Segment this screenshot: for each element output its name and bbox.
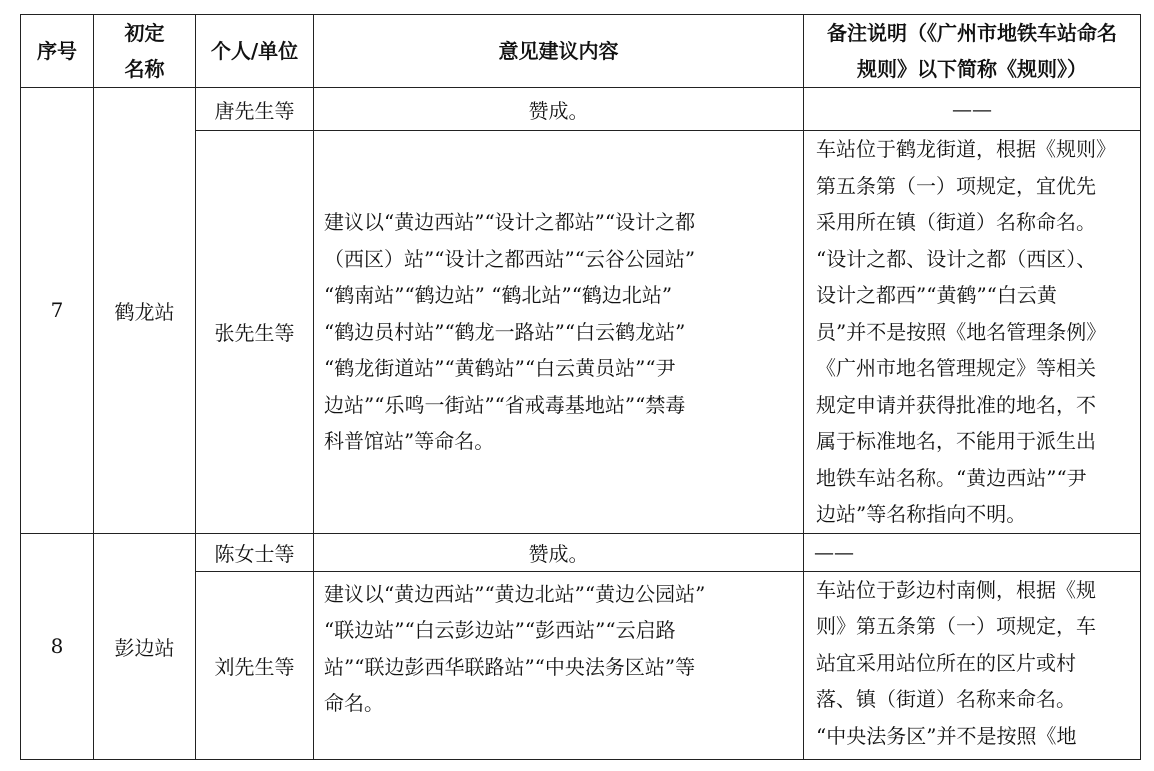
opinion-table <box>20 14 1141 760</box>
row-note <box>804 131 1141 534</box>
text-line: 科普馆站”等命名。 <box>324 429 495 453</box>
header-row <box>21 15 1141 88</box>
text-line: 地铁车站名称。“黄边西站”“尹 <box>816 465 1087 490</box>
header-opinion: 意见建议内容 <box>314 15 804 88</box>
row-person: 陈女士等 <box>196 533 314 571</box>
text-line: 规定申请并获得批准的地名，不 <box>816 392 1096 417</box>
text-line: 《广州市地名管理规定》等相关 <box>816 356 1096 380</box>
row-opinion <box>314 131 804 534</box>
text-line: 车站位于鹤龙街道，根据《规则》 <box>816 137 1116 161</box>
text-line: 员”并不是按照《地名管理条例》 <box>816 319 1107 344</box>
header-note <box>804 15 1141 88</box>
text-line: “鹤龙街道站”“黄鹤站”“白云黄员站”“尹 <box>324 356 676 380</box>
table-row <box>21 533 1141 571</box>
row-station-name: 鹤龙站 <box>94 88 196 534</box>
text-line: “联边站”“白云彭边站”“彭西站”“云启路 <box>324 618 676 642</box>
text-line: “鹤南站”“鹤边站” “鹤北站”“鹤边北站” <box>324 283 673 307</box>
text-line: “设计之都、设计之都（西区）、 <box>816 246 1097 271</box>
text-line: 车站位于彭边村南侧，根据《规 <box>816 577 1096 602</box>
text-line: 落、镇（街道）名称来命名。 <box>816 687 1076 711</box>
text-line: “鹤边员村站”“鹤龙一路站”“白云鹤龙站” <box>324 319 686 344</box>
text-line: 则》第五条第（一）项规定，车 <box>816 614 1096 638</box>
text-line: 站宜采用站位所在的区片或村 <box>816 650 1076 675</box>
row-opinion <box>314 571 804 759</box>
text-line: （西区）站”“设计之都西站”“云谷公园站” <box>324 246 696 271</box>
text-line: 建议以“黄边西站”“黄边北站”“黄边公园站” <box>324 581 706 606</box>
text-line: “中央法务区”并不是按照《地 <box>816 723 1077 748</box>
text-line: 命名。 <box>324 691 384 715</box>
header-note-line: 规则》以下简称《规则》） <box>857 57 1087 81</box>
table-row <box>21 88 1141 131</box>
row-note <box>804 571 1141 759</box>
header-no: 序号 <box>21 15 94 88</box>
text-line: 建议以“黄边西站”“设计之都站”“设计之都 <box>324 210 696 234</box>
text-line: 边站”等名称指向不明。 <box>816 502 1027 526</box>
text-line: 站”“联边彭西华联路站”“中央法务区站”等 <box>324 654 696 679</box>
row-station-name: 彭边站 <box>94 533 196 759</box>
header-name-line: 名称 <box>124 57 165 81</box>
header-name <box>94 15 196 88</box>
row-opinion: 赞成。 <box>314 533 804 571</box>
header-person: 个人/单位 <box>196 15 314 88</box>
row-no: 7 <box>21 88 94 534</box>
text-line: 设计之都西”“黄鹤”“白云黄 <box>816 283 1057 307</box>
header-note-line: 备注说明（《广州市地铁车站命名 <box>827 21 1117 45</box>
row-opinion: 赞成。 <box>314 88 804 131</box>
header-name-line: 初定 <box>124 21 165 45</box>
text-line: 属于标准地名，不能用于派生出 <box>816 429 1096 453</box>
row-note: —— <box>804 88 1141 131</box>
text-line: 采用所在镇（街道）名称命名。 <box>816 210 1096 234</box>
row-note: —— <box>804 533 1141 571</box>
row-no: 8 <box>21 533 94 759</box>
row-person: 张先生等 <box>196 131 314 534</box>
row-person: 刘先生等 <box>196 571 314 759</box>
text-line: 边站”“乐鸣一街站”“省戒毒基地站”“禁毒 <box>324 392 686 417</box>
text-line: 第五条第（一）项规定，宜优先 <box>816 173 1096 198</box>
row-person: 唐先生等 <box>196 88 314 131</box>
